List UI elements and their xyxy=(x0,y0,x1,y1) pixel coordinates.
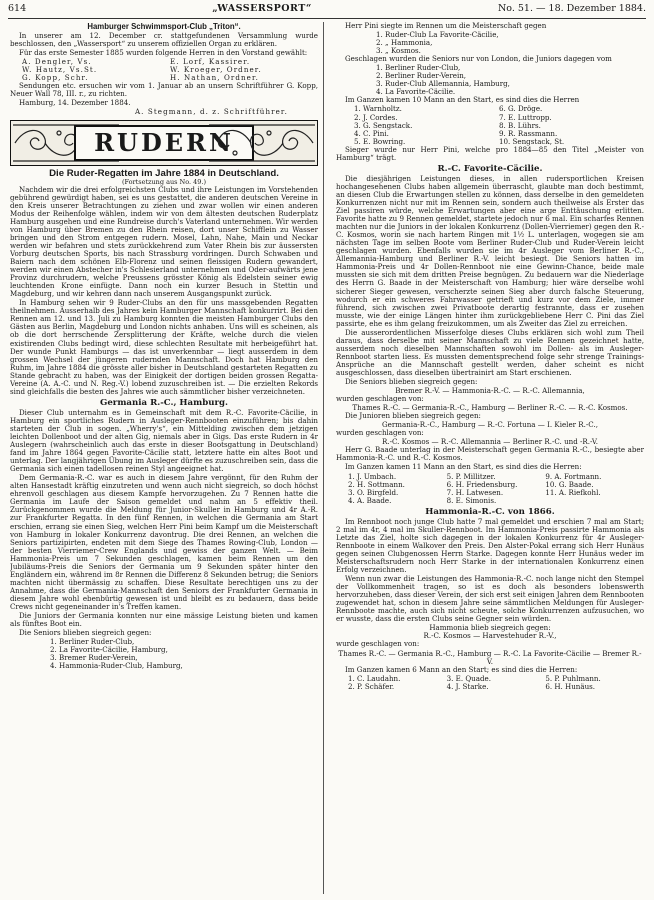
favorite-paragraph-2: Die ausserordentlichen Misserfolge dieses Clubs erklären sich wohl zum Theil daraus, dass derselbe mit seiner Mannschaft zu viele Rennen gezeichnet hatte, ausserdem noch dieselben Mannschaften sowohl im Dollen- als im Ausleger-Rennboot starten liess. Es mussten dementsprechend folge sehr strenge Trainings-Ansprüche an die Mannschaft gestellt werden, daher scheint es nicht ausgeschlossen, dass dieselben übertrainirt am Start erschienen. xyxy=(336,327,644,377)
triton-paragraph-3: Sendungen etc. ersuchen wir vom 1. Januar ab an unsern Schriftführer G. Kopp, Neuer Wall 78, III. r., zu richten. xyxy=(10,81,318,99)
germania-rowers xyxy=(336,105,644,145)
fav-juniors-beaten-line: wurden geschlagen von: xyxy=(336,428,424,438)
rower-name: 6. H. Friedensburg. xyxy=(446,479,518,489)
board-member: A. Dengler, Vs. xyxy=(22,57,92,67)
rower-name: 4. C. Pini. xyxy=(354,128,389,138)
list-item: 1. Berliner Ruder-Club, xyxy=(376,63,461,73)
hammonia-heading: Hammonia-R.-C. von 1866. xyxy=(425,506,555,517)
list-item: 1. Berliner Ruder-Club, xyxy=(50,637,135,647)
fav-juniors-lost: R.-C. Kosmos — R.-C. Allemannia — Berliner R.-C. und -R.-V. xyxy=(381,437,599,447)
board-member: W. Kroeger, Ordner. xyxy=(170,65,262,75)
triton-paragraph-1: In unserer am 12. December cr. stattgefundenen Versammlung wurde beschlossen, den „Wassersport“ zu unserem offiziellen Organ zu erklären. xyxy=(10,31,318,49)
column-divider xyxy=(323,22,324,894)
ham-won-line: Hammonia blieb siegreich gegen: xyxy=(429,623,551,633)
rower-name: 7. E. Luttropp. xyxy=(499,112,552,122)
rower-name: 8. E. Simonis. xyxy=(446,495,497,505)
board-member: H. Nathan, Ordner. xyxy=(170,73,260,83)
rower-name: 5. E. Bowring. xyxy=(354,136,406,146)
board-member: W. Hautz, Vs.St. xyxy=(22,65,98,75)
ham-beaten-line: wurde geschlagen von: xyxy=(336,639,420,649)
rower-name: 10. G. Baade. xyxy=(545,479,594,489)
rudern-banner xyxy=(10,120,318,166)
rower-name: 2. J. Cordes. xyxy=(354,112,398,122)
fav-seniors-lost: Thames R.-C. — Germania-R.-C., Hamburg — Berliner R.-C. — R.-C. Kosmos. xyxy=(352,403,628,413)
germania-paragraph-4: Die Seniors blieben siegreich gegen: xyxy=(19,628,152,638)
rower-name: 2. H. Sottmann. xyxy=(348,479,405,489)
rower-name: 1. C. Laudahn. xyxy=(348,673,401,683)
running-head xyxy=(8,3,646,19)
ham-total: Im Ganzen kamen 6 Mann an den Start; es sind dies die Herren: xyxy=(345,664,578,674)
right-column xyxy=(336,22,644,896)
list-item: 2. Berliner Ruder-Verein, xyxy=(376,71,467,81)
winner-line: Sieger wurde nur Herr Pini, welche pro 1884—85 den Titel „Meister von Hamburg“ trägt. xyxy=(336,144,644,162)
list-item: 2. „ Hammonia, xyxy=(376,38,433,48)
germania-paragraph-3: Die Juniors der Germania konnten nur eine mässige Leistung bieten und kamen als fünftes Boot ein. xyxy=(10,611,318,629)
regatta-paragraph-1: Nachdem wir die drei erfolgreichsten Clubs und ihre Leistungen im Vorstehenden gebührend gewürdigt haben, sei es uns gestattet, die anderen deutschen Vereine in den Kreis unserer Betrachtungen zu ziehen und zwar wollen wir einen anderen Modus der Reihenfolge wählen, indem wir von dem ältesten deutschen Ruderplatz Hamburg ausgehen und eine Rundreise durch's Vaterland unternehmen. Wir werden von Hamburg über Bremen zu den Rhein reisen, dort unser Schifflein zu Wasser bringen und den Strom entgegen rudern. Mosel, Lahn, Nahe, Main und Neckar werden wir befahren und stets zurückkehrend zum Vater Rhein bis zur äussersten Vorburg deutschen Sports, bis nach Strassburg vordringen. Durch Schwaben und Baiern nach dem schönen Elb-Florenz und seinen fleissigen Rudern gewandert, werden wir einen Abstecher in's Schlesierland unternehmen und Oder-aufwärts jene Provinz durchrudern, welche Preussens grösster König als Edelstein seiner ewig leuchtenden Krone einfügte. Dann noch ein kurzer Besuch in Stettin und Magdeburg, und wir kehren dann nach unserem Ausgangspunkt zurück. xyxy=(10,184,318,299)
rower-name: 5. P. Millitzer. xyxy=(446,471,496,481)
hammonia-paragraph-2: Wenn nun zwar die Leistungen des Hammonia-R.-C. noch lange nicht den Stempel der Vollkommenheit tragen, so ist es doch als besonders lobenswerth hervorzuheben, dass dieser Verein, der sich erst seit einigen Jahren dem Rennbooten zugewendet hat, schon in diesem Jahre seine sämmtlichen Meldungen für Ausleger-Rennboote machte, auch sich nicht scheute, solche Konkurrenzen aufzusuchen, wo er wusste, dass die ersten Clubs seine Gegner sein würden. xyxy=(336,574,644,624)
regatta-heading: Die Ruder-Regatten im Jahre 1884 in Deutschland. xyxy=(49,167,279,179)
favorite-paragraph-1: Die diesjährigen Leistungen dieses, in allen rudersportlichen Kreisen hochangesehenen Clubs haben allgemein überrascht, glaubte man doch bestimmt, an diesen Club die Erwartungen stellen zu können, dass derselbe in den gemeldeten Konkurrenzen nicht nur mit im Rennen sein, sondern auch theilweise als Erster das Ziel passiren würde, welche Erwartungen aber eine arge Enttäuschung erlitten. Favorite hatte zu 9 Rennen gemeldet, startete jedoch nur 6 mal. Ein scharfes Rennen machten nur die Juniors in der lokalen Konkurrenz (Dollen-Vierriemer) gegen den R.-C. Kosmos, worin sie nach hartem Ringen mit 1½ L. unterlagen, wogegen sie am nächsten Tage im selben Boote vom Berliner Ruder-Club und Ruder-Verein leicht geschlagen wurden. Ebenfalls wurden sie im 4r Ausleger vom Berliner R.-C., Allemannia-Hamburg und Berliner R.-V. leicht besiegt. Die Seniors hatten im Hammonia-Preis und 4r Dollen-Rennboot nie eine Gewinn-Chance, beide male mussten sie sich mit dem dritten Preise begnügen. Zu bedauern war die Niederlage des Herrn G. Baade in der Meisterschaft von Hamburg; hier wäre derselbe wohl sicherer Sieger gewesen, verscherzte seinen Sieg aber durch falsche Steuerung, wodurch er ein schweres Fahrwasser getrieft und kurz vor dem Ziele, immer führend, sich zwischen zwei Privatboote derartig festrannte, dass er zusehen musste, wie der einige Längen hinter ihm zurückgebliebene Herr C. Pini das Ziel passirte, ehe es ihm gelang freizukommen, um als Zweiter das Ziel zu erreichen. xyxy=(336,173,644,328)
pini-list xyxy=(336,31,644,55)
pini-line: Herr Pini siegte im Rennen um die Meisterschaft gegen xyxy=(345,22,547,30)
rower-name: 6. G. Dröge. xyxy=(499,104,543,114)
seniors-beaten-list xyxy=(10,638,318,670)
rower-name: 6. H. Hunäus. xyxy=(545,681,596,691)
fav-juniors-won: Germania-R.-C., Hamburg — R.-C. Fortuna — I. Kieler R.-C., xyxy=(382,420,598,430)
rower-name: 11. A. Riefkohl. xyxy=(545,487,601,497)
triton-date: Hamburg, 14. Dezember 1884. xyxy=(19,98,131,108)
total-line: Im Ganzen kamen 10 Mann an den Start, es sind dies die Herren xyxy=(345,95,580,105)
juniors-lost-list xyxy=(336,64,644,96)
rower-name: 10. Sengstack, St. xyxy=(499,136,565,146)
rower-name: 7. H. Latwesen. xyxy=(446,487,504,497)
fav-juniors-line: Die Junioren blieben siegreich gegen: xyxy=(345,411,481,421)
fav-baade: Herr G. Baade unterlag in der Meisterschaft gegen Germania R.-C., besiegte aber Hammonia-R.-C. und R.-C. Kosmos. xyxy=(336,445,644,463)
ham-won: R.-C. Kosmos — Harvestehuder R.-V., xyxy=(423,631,557,641)
germania-heading: Germania R.-C., Hamburg. xyxy=(100,397,228,408)
hammonia-rowers xyxy=(336,675,644,691)
germania-paragraph-2: Dem Germania-R.-C. war es auch in diesem Jahre vergönnt, für den Ruhm der alten Hansestadt kräftig einzutreten und wenn auch nicht siegreich, so doch höchst ehrenvoll geschlagen aus diesem Kampfe hervorzugehen. Zu 7 Rennen hatte die Germania im Laufe der Saison gemeldet und nahm an 5 effektiv theil. Zurückgenommen wurde die Meldung für Junior-Skuller in Hamburg und 4r A.-R. zur Frankfurter Regatta. In den fünf Rennen, in welchen die Germania am Start erschien, errang sie einen Sieg, welchen Herr Pini beim Kampf um die Meisterschaft von Hamburg in lokaler Konkurrenz davontrug. Die drei Rennen, an welchen die Seniors partizipirten, endeten mit dem Siege des Thames Rowing-Club, London — der besten Vierriemer-Crew Englands und gewiss der ganzen Welt. — Beim Hammonia-Preis um 7 Sekunden geschlagen, kamen beim Rennen um den Jubiläums-Preis die Seniors der Germania um 9 Sekunden später hinter den Engländern ein, während im 8r Rennen die Differenz 8 Sekunden betrug; die Seniors machten nicht übermässig zu schaffen. Diese Resultate berechtigen uns zu der Annahme, dass die Germania-Mannschaft den Seniors der Frankfurter Germania in diesem Jahre wohl ebenbürtig gewesen ist und bleibt es zu bedauern, dass beide Crews nicht gegeneinander in's Treffen kamen. xyxy=(10,473,318,611)
favorite-rowers xyxy=(336,473,644,505)
rower-name: 9. R. Rassmann. xyxy=(499,128,558,138)
triton-heading: Hamburger Schwimmsport-Club „Triton“. xyxy=(87,22,241,31)
rower-name: 9. A. Fortmann. xyxy=(545,471,602,481)
rower-name: 4. J. Starke. xyxy=(446,681,489,691)
list-item: 2. La Favorite-Cäcilie, Hamburg, xyxy=(50,645,168,655)
issue-info: No. 51. — 18. Dezember 1884. xyxy=(497,3,646,14)
list-item: 4. La Favorite-Cäcilie. xyxy=(376,87,456,97)
page-number: 614 xyxy=(8,3,27,14)
favorite-heading: R.-C. Favorite-Cäcilie. xyxy=(437,163,543,174)
list-item: 3. „ Kosmos. xyxy=(376,46,421,56)
ham-lost: Thames R.-C. — Germania R.-C., Hamburg — R.-C. La Favorite-Cäcilie — Bremer R.-V. xyxy=(338,648,642,666)
left-column xyxy=(10,22,318,896)
list-item: 4. Hammonia-Ruder-Club, Hamburg, xyxy=(50,661,183,671)
list-item: 3. Bremer Ruder-Verein, xyxy=(50,653,138,663)
rower-name: 3. G. Sengstack. xyxy=(354,120,413,130)
rower-name: 3. O. Birgfeld. xyxy=(348,487,399,497)
board-member: E. Lorf, Kassirer. xyxy=(170,57,251,67)
germania-paragraph-1: Dieser Club unternahm es in Gemeinschaft mit dem R.-C. Favorite-Cäcilie, in Hamburg ein sportliches Rudern in Ausleger-Rennbooten einzuführen; bis dahin starteten der Club in sogen. „Wherry's“, ein Mittelding zwischen dem jetzigen leichten Dollenboot und der alten Gig, niemals aber in Gigs. Das erste Rudern in 4r Auslegern (wahrscheinlich auch das erste in dieser Bootsgattung in Deutschland) fand im Jahre 1864 gegen Favorite-Cäcilie statt, letztere hatte ein altes Boot und unterlag. Der langjährigen Übung im Ausleger dürfte es zuzuschreiben sein, dass die Germania sich einen tadellosen reinen Styl angeeignet hat. xyxy=(10,407,318,474)
fav-seniors-won: Bremer R.-V. — Hammonia-R.-C. — R.-C. Allemannia, xyxy=(395,386,585,396)
ornament-right-icon xyxy=(207,121,317,165)
rudern-title: RUDERN xyxy=(74,125,254,161)
rower-name: 1. Warnholtz. xyxy=(354,104,402,114)
rower-name: 8. B. Lührs. xyxy=(499,120,541,130)
list-item: 1. Ruder-Club La Favorite-Cäcilie, xyxy=(376,30,499,40)
fav-beaten-line: wurden geschlagen von: xyxy=(336,394,424,404)
seniors-lost-line: Geschlagen wurden die Seniors nur von London, die Juniors dagegen vom xyxy=(345,54,612,64)
board-members xyxy=(10,58,318,82)
rower-name: 4. A. Baade. xyxy=(348,495,392,505)
list-item: 3. Ruder-Club Allemannia, Hamburg, xyxy=(376,79,510,89)
publication-title: „WASSERSPORT“ xyxy=(212,3,312,14)
rower-name: 1. J. Umbach. xyxy=(348,471,397,481)
fav-seniors-line: Die Seniors blieben siegreich gegen: xyxy=(345,377,478,387)
board-member: G. Kopp, Schr. xyxy=(22,73,89,83)
rower-name: 2. P. Schäfer. xyxy=(348,681,395,691)
fav-total: Im Ganzen kamen 11 Mann an den Start, es sind dies die Herren: xyxy=(345,462,582,472)
rower-name xyxy=(545,497,644,505)
triton-paragraph-2: Für das erste Semester 1885 wurden folgende Herren in den Vorstand gewählt: xyxy=(19,48,308,58)
triton-signature: A. Stegmann, d. z. Schriftführer. xyxy=(134,107,288,117)
rower-name: 5. P. Puhlmann. xyxy=(545,673,601,683)
rower-name: 3. E. Quade. xyxy=(446,673,491,683)
continuation-note: (Fortsetzung aus No. 49.) xyxy=(121,177,207,186)
hammonia-paragraph-1: Im Rennboot noch junge Club hatte 7 mal gemeldet und erschien 7 mal am Start; 2 mal im 4r, 4 mal im Skuller-Rennboot. Im Hammonia-Preis passirte Hammonia als Letzte das Ziel, holte sich dagegen in der lokalen Konkurrenz für 4r Ausleger-Rennboote in einem Walkover den Preis. Den Alster-Pokal errang sich Herr Hunäus gegen seinen Clubgenossen Herrn Starke. Dagegen konnte Herr Hunäus weder im Meisterschaftsrudern noch Herr Starke in der internationalen Konkurrenz einen Erfolg verzeichnen. xyxy=(336,516,644,575)
regatta-paragraph-2: In Hamburg sehen wir 9 Ruder-Clubs an den für uns massgebenden Regatten theilnehmen. Ausserhalb des Jahres kein Hamburger Mannschaft konkurrirt. Bei den Rennen am 12. und 13. Juli zu Hamburg konnten die meisten Hamburger Clubs den Gästen aus Berlin, Magdeburg und London nichts anhaben. Uns will es scheinen, als ob die dort herrschende Zersplitterung der Kräfte, welche durch die vielen existirenden Clubs bedingt wird, diese schlechten Resultate mit herbeigeführt hat. Der wunde Punkt Hamburgs — das ist unverkennbar — liegt ausserdem in dem grossen Wechsel der jüngeren rudernden Mannschaft. Doch hat Hamburg den Ruhm, im Jahre 1884 die grösste aller bisher in Deutschland gestarteten Regatten zu Stande gebracht zu haben, was der Einigkeit der dortigen beiden grossen Regatta-Vereine (A. A.-C. und N. Reg.-V.) lobend zuzuschreiben ist. — Die erzielten Rekords sind gleichfalls die besten des Jahres wie auch sämmtlicher bisher verzeichneten. xyxy=(10,298,318,396)
